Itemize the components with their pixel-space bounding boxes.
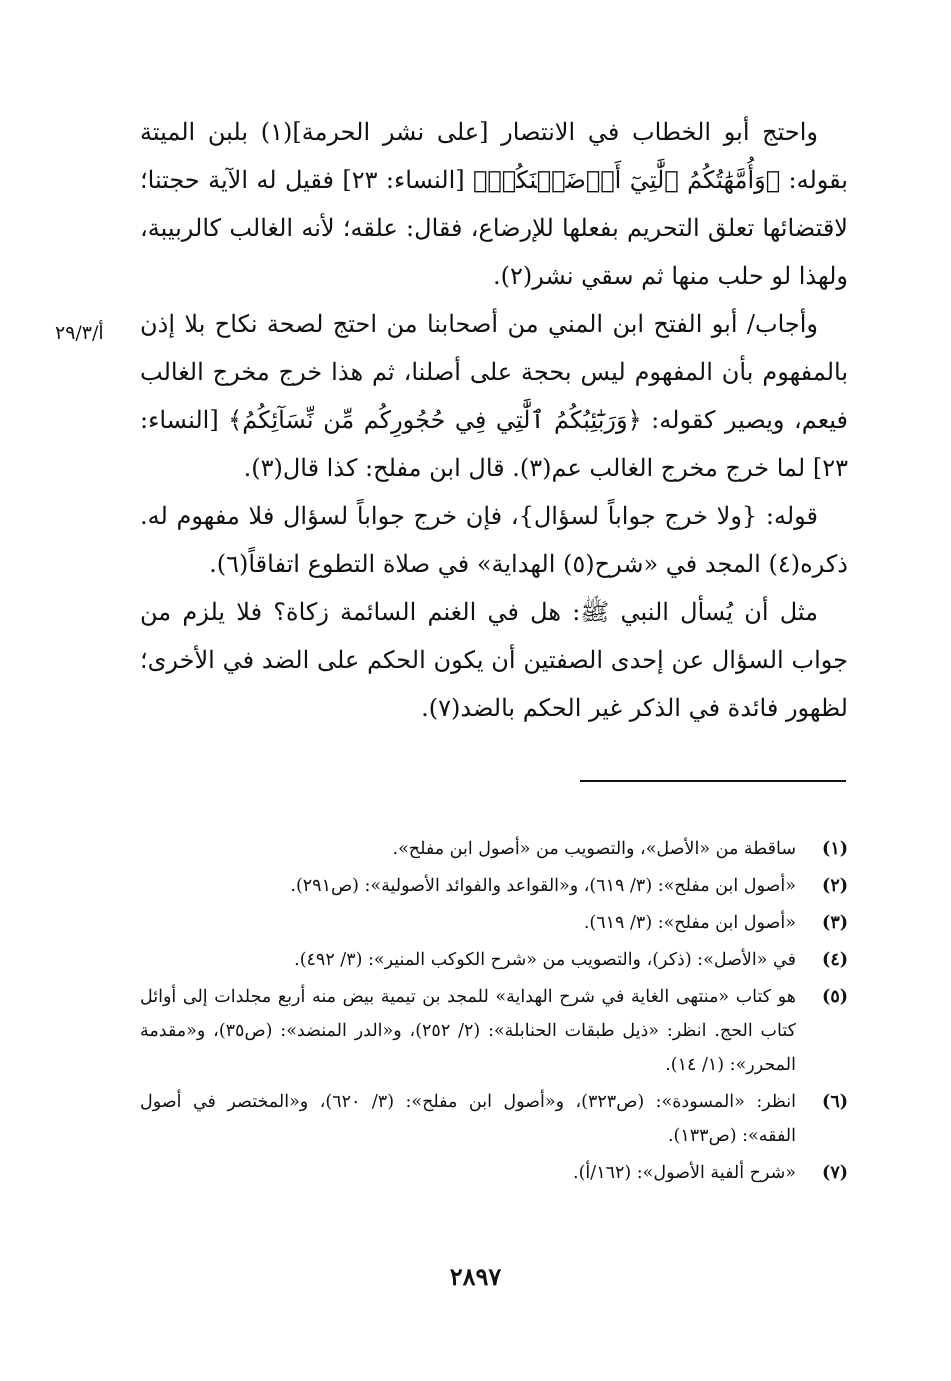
- footnote-number: (٧): [822, 1163, 848, 1183]
- footnote-item: [140, 943, 848, 977]
- footnote-item: [140, 1085, 848, 1153]
- footnote-item: [140, 906, 848, 940]
- footnote-number: (٤): [822, 950, 848, 970]
- paragraph-1: واحتج أبو الخطاب في الانتصار [على نشر الحرمة](١) بلبن الميتة بقوله: ﴿وَأُمَّهَٰتُكُمُ ٱلَّٰتِيٓ أَرۡضَعۡنَكُمۡ﴾ [النساء: ٢٣] فقيل له الآية حجتنا؛ لاقتضائها تعلق التحريم بفعلها للإرضاع، فقال: علقه؛ لأنه الغالب كالربيبة، ولهذا لو حلب منها ثم سقي نشر(٢).: [140, 118, 848, 290]
- page-number: ٢٨٩٧: [449, 1262, 502, 1291]
- footnote-text: «شرح ألفية الأصول»: (١٦٢/أ).: [573, 1163, 796, 1183]
- footnote-text: «أصول ابن مفلح»: (٣/ ٦١٩)، و«القواعد والفوائد الأصولية»: (ص٢٩١).: [290, 876, 796, 896]
- footnote-separator: [580, 780, 846, 782]
- manuscript-folio-reference: أ/٢٩/٣: [55, 322, 104, 344]
- footnote-text: انظر: «المسودة»: (ص٣٢٣)، و«أصول ابن مفلح»: (٣/ ٦٢٠)، و«المختصر في أصول الفقه»: (ص١٣٣).: [140, 1092, 796, 1146]
- paragraph-2: وأجاب/ أبو الفتح ابن المني من أصحابنا من احتج لصحة نكاح بلا إذن بالمفهوم بأن المفهوم ليس بحجة على أصلنا، ثم هذا خرج مخرج الغالب فيعم، ويصير كقوله: ﴿وَرَبَٰٓئِبُكُمُ ٱلَّٰتِي فِي حُجُورِكُم مِّن نِّسَآئِكُمُ﴾ [النساء: ٢٣] لما خرج مخرج الغالب عم(٣). قال ابن مفلح: كذا قال(٣).: [140, 310, 848, 482]
- footnote-number: (٥): [822, 987, 848, 1007]
- footnote-number: (٢): [822, 876, 848, 896]
- footnote-number: (٣): [822, 913, 848, 933]
- footnote-item: [140, 1156, 848, 1190]
- footnote-item: [140, 832, 848, 866]
- paragraph-4: مثل أن يُسأل النبي ﷺ: هل في الغنم السائمة زكاة؟ فلا يلزم من جواب السؤال عن إحدى الصفتين أن يكون الحكم على الضد في الأخرى؛ لظهور فائدة في الذكر غير الحكم بالضد(٧).: [140, 598, 849, 722]
- footnote-text: «أصول ابن مفلح»: (٣/ ٦١٩).: [583, 913, 796, 933]
- footnote-number: (٦): [822, 1092, 848, 1112]
- main-text: [140, 108, 848, 732]
- footnote-text: هو كتاب «منتهى الغاية في شرح الهداية» للمجد بن تيمية بيض منه أربع مجلدات إلى أوائل كتاب الحج. انظر: «ذيل طبقات الحنابلة»: (٢/ ٢٥٢)، و«الدر المنضد»: (ص٣٥)، و«مقدمة المحرر»: (١/ ١٤).: [140, 987, 796, 1075]
- footnote-text: في «الأصل»: (ذكر)، والتصويب من «شرح الكوكب المنير»: (٣/ ٤٩٢).: [294, 950, 796, 970]
- footnote-number: (١): [822, 839, 848, 859]
- footnote-text: ساقطة من «الأصل»، والتصويب من «أصول ابن مفلح».: [392, 839, 796, 859]
- paragraph-3: قوله: {ولا خرج جواباً لسؤال}، فإن خرج جواباً لسؤال فلا مفهوم له. ذكره(٤) المجد في «شرح(٥) الهداية» في صلاة التطوع اتفاقاً(٦).: [140, 502, 848, 578]
- footnote-item: [140, 869, 848, 903]
- footnote-item: [140, 980, 848, 1082]
- footnotes: [140, 832, 848, 1193]
